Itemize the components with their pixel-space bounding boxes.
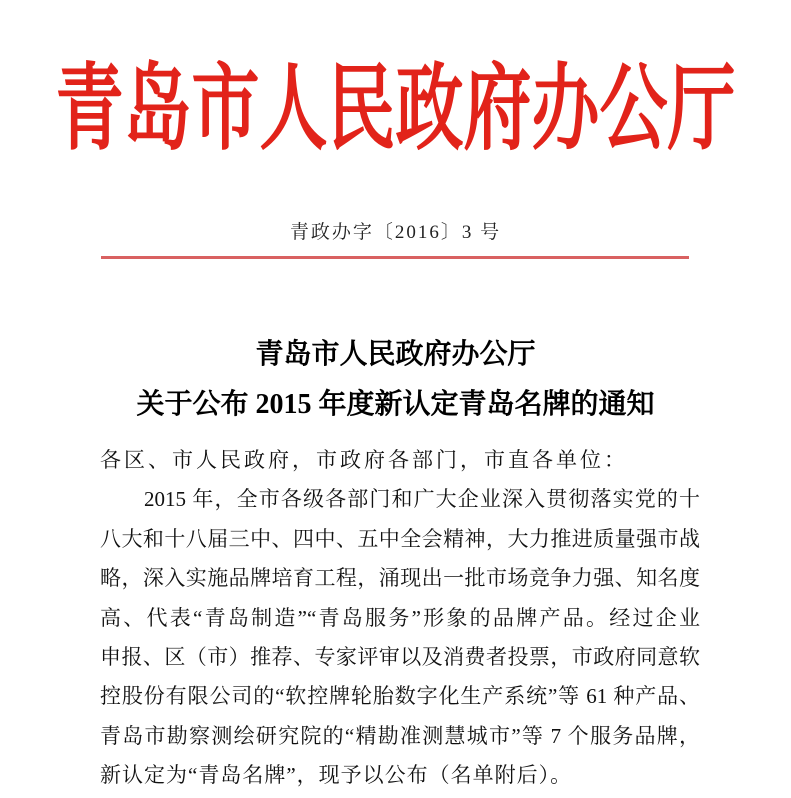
red-divider-line	[101, 256, 689, 259]
body-line: 略，深入实施品牌培育工程，涌现出一批市场竞争力强、知名度	[100, 566, 700, 591]
masthead-title: 青岛市人民政府办公厅	[55, 56, 736, 162]
document-title-line2: 关于公布 2015 年度新认定青岛名牌的通知	[136, 389, 655, 420]
body-line: 新认定为“青岛名牌”，现予以公布（名单附后）。	[100, 763, 573, 788]
salutation-line: 各区、市人民政府，市政府各部门，市直各单位：	[100, 448, 628, 472]
body-line: 八大和十八届三中、四中、五中全会精神，大力推进质量强市战	[100, 526, 700, 551]
body-line: 青岛市勘察测绘研究院的“精勘准测慧城市”等 7 个服务品牌，	[100, 723, 700, 748]
document-title	[0, 330, 791, 430]
document-body	[100, 441, 700, 796]
body-line: 高、代表“青岛制造”“青岛服务”形象的品牌产品。经过企业	[100, 605, 700, 630]
body-line: 控股份有限公司的“软控牌轮胎数字化生产系统”等 61 种产品、	[100, 684, 700, 709]
body-line: 申报、区（市）推荐、专家评审以及消费者投票，市政府同意软	[100, 645, 700, 670]
document-number: 青政办字〔2016〕3 号	[289, 222, 502, 243]
body-line: 2015 年，全市各级各部门和广大企业深入贯彻落实党的十	[144, 487, 700, 512]
document-title-line1: 青岛市人民政府办公厅	[255, 339, 536, 370]
